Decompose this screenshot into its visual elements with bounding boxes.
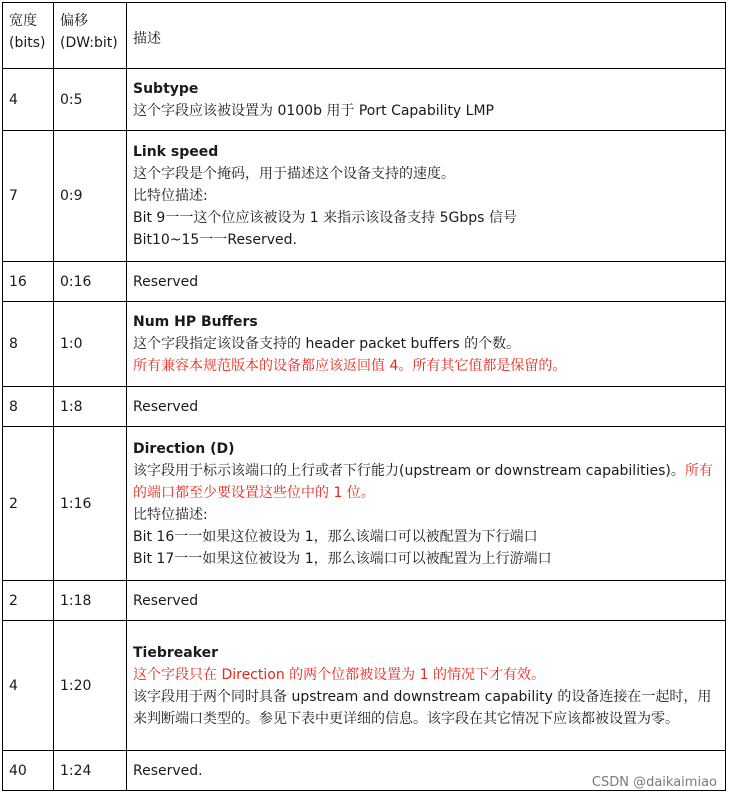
cell-offset: 1:16 [54, 427, 127, 581]
desc-line: Bit 16一一如果这位被设为 1，那么该端口可以被配置为下行端口 [133, 528, 538, 545]
cell-width: 2 [3, 427, 54, 581]
cell-width: 8 [3, 387, 54, 427]
cell-width: 40 [3, 751, 54, 791]
cell-description [127, 427, 726, 581]
table-row [3, 131, 726, 262]
table-row [3, 69, 726, 131]
header-offset-unit: (DW:bit) [60, 35, 118, 51]
desc-line: 比特位描述: [133, 188, 208, 204]
table-header-row [3, 3, 726, 69]
desc-line: Reserved [133, 398, 199, 415]
desc-line: Bit10~15一一Reserved. [133, 232, 297, 248]
desc-line: 比特位描述: [133, 506, 208, 523]
table-row [3, 302, 726, 387]
cell-offset: 1:8 [54, 387, 127, 427]
header-width [3, 3, 54, 69]
cell-width: 4 [3, 69, 54, 131]
desc-line: 这个字段指定该设备支持的 header packet buffers 的个数。 [133, 336, 521, 352]
cell-offset: 0:16 [54, 262, 127, 302]
table-row [3, 427, 726, 581]
header-width-unit: (bits) [9, 35, 46, 51]
cell-description [127, 581, 726, 621]
cell-offset: 0:5 [54, 69, 127, 131]
header-offset [54, 3, 127, 69]
table-row [3, 581, 726, 621]
desc-paragraph [133, 460, 719, 504]
cell-width: 4 [3, 621, 54, 751]
desc-paragraph: 该字段用于两个同时具备 upstream and downstream capability 的设备连接在一起时，用来判断端口类型的。参见下表中更详细的信息。该字段在其它情况下应该都被设置为零。 [133, 688, 712, 727]
cell-description [127, 262, 726, 302]
field-title: Tiebreaker [133, 644, 219, 661]
table-row [3, 262, 726, 302]
desc-line: 这个字段是个掩码，用于描述这个设备支持的速度。 [133, 166, 455, 182]
header-width-label: 宽度 [9, 13, 37, 29]
cell-width: 2 [3, 581, 54, 621]
field-title: Subtype [133, 80, 199, 97]
cell-description [127, 621, 726, 751]
cell-offset: 1:0 [54, 302, 127, 387]
cell-description [127, 69, 726, 131]
desc-text-highlight: 所有的端口都至少要设置这些位中的 1 位。 [133, 462, 713, 501]
cell-description [127, 302, 726, 387]
desc-line-highlight: 所有兼容本规范版本的设备都应该返回值 4。所有其它值都是保留的。 [133, 358, 567, 374]
cell-description [127, 387, 726, 427]
cell-offset: 1:20 [54, 621, 127, 751]
field-title: Direction (D) [133, 440, 235, 457]
desc-line-highlight: 这个字段只在 Direction 的两个位都被设置为 1 的情况下才有效。 [133, 666, 545, 683]
field-title: Num HP Buffers [133, 314, 258, 330]
cell-width: 7 [3, 131, 54, 262]
lmp-field-table [2, 2, 726, 791]
cell-offset: 1:24 [54, 751, 127, 791]
header-desc: 描述 [127, 3, 726, 69]
table-row [3, 387, 726, 427]
cell-width: 8 [3, 302, 54, 387]
watermark: CSDN @daikaimiao [591, 775, 717, 790]
desc-line: Reserved. [133, 762, 203, 779]
desc-line: 这个字段应该被设置为 0100b 用于 Port Capability LMP [133, 102, 494, 119]
table-row [3, 621, 726, 751]
cell-offset: 0:9 [54, 131, 127, 262]
desc-line: Reserved [133, 592, 199, 609]
header-offset-label: 偏移 [60, 13, 88, 29]
desc-line: Bit 9一一这个位应该被设为 1 来指示该设备支持 5Gbps 信号 [133, 210, 517, 226]
cell-width: 16 [3, 262, 54, 302]
cell-description [127, 131, 726, 262]
desc-line: Reserved [133, 273, 199, 290]
desc-line: Bit 17一一如果这位被设为 1，那么该端口可以被配置为上行游端口 [133, 550, 552, 567]
desc-text: 该字段用于标示该端口的上行或者下行能力(upstream or downstream capabilities)。 [133, 462, 685, 479]
cell-offset: 1:18 [54, 581, 127, 621]
field-title: Link speed [133, 144, 219, 160]
